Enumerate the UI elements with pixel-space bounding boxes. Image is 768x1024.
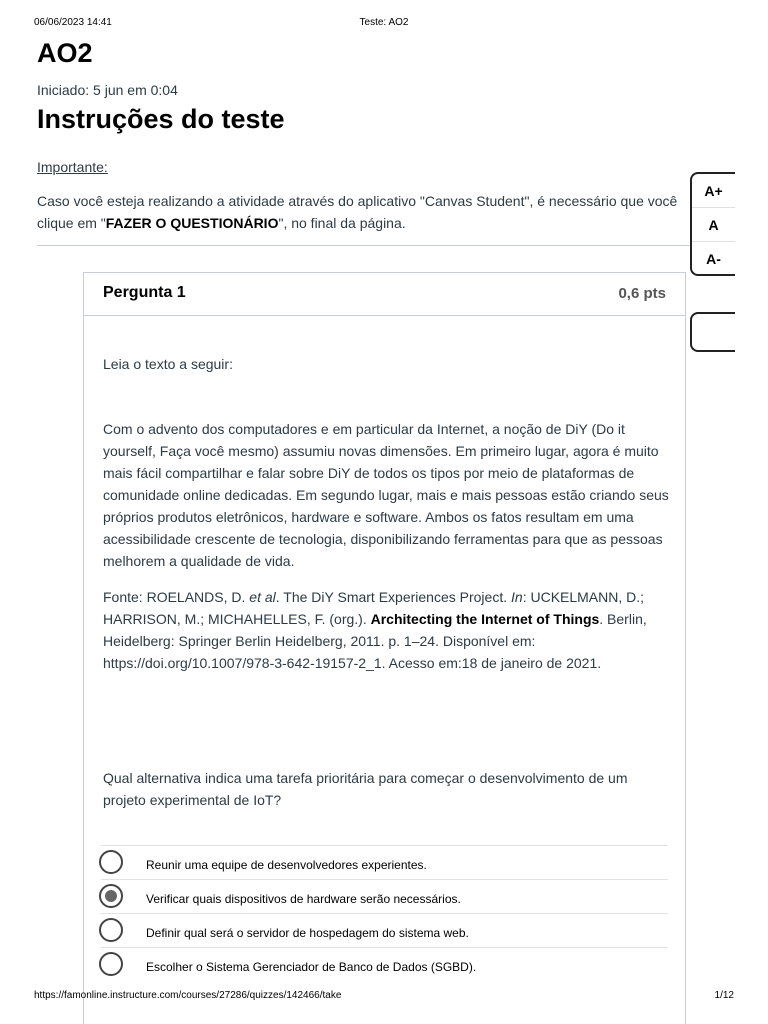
answer-option[interactable] — [101, 913, 668, 947]
quiz-title: AO2 — [37, 38, 93, 68]
print-header — [34, 17, 734, 31]
question-card — [83, 272, 686, 1024]
source-part2: . The DiY Smart Experiences Project. — [275, 589, 511, 605]
answer-radio-selected[interactable] — [99, 884, 123, 908]
instructions-heading: Instruções do teste — [37, 104, 285, 134]
instructions-bold: FAZER O QUESTIONÁRIO — [105, 215, 279, 231]
print-url: https://famonline.instructure.com/courses/27286/quizzes/142466/take — [34, 990, 342, 1001]
answer-label: Verificar quais dispositivos de hardware serão necessários. — [146, 892, 461, 906]
font-size-panel — [690, 172, 735, 276]
answer-label: Reunir uma equipe de desenvolvedores experientes. — [146, 858, 427, 872]
font-reset-button[interactable]: A — [692, 208, 735, 242]
answer-radio[interactable] — [99, 918, 123, 942]
started-time: Iniciado: 5 jun em 0:04 — [37, 82, 178, 98]
source-part3: : UCKELMANN, D.; HARRISON, M.; MICHAHELLES, F. (org.). — [103, 589, 645, 627]
instructions-pre: Caso você esteja realizando a atividade através do aplicativo "Canvas Student", é necessário que você clique em " — [37, 193, 678, 231]
question-prompt: Qual alternativa indica uma tarefa prioritária para começar o desenvolvimento de um projeto experimental de IoT? — [103, 770, 628, 808]
source-part1: Fonte: ROELANDS, D. — [103, 589, 250, 605]
side-tab-button[interactable] — [690, 312, 735, 352]
question-intro: Leia o texto a seguir: — [103, 356, 233, 372]
source-etal: et al — [249, 589, 276, 605]
answer-option[interactable] — [101, 879, 668, 913]
instructions-text — [37, 190, 697, 236]
question-header — [84, 273, 685, 316]
font-increase-button[interactable]: A+ — [692, 174, 735, 208]
answer-label: Definir qual será o servidor de hospedagem do sistema web. — [146, 926, 469, 940]
print-title: Teste: AO2 — [359, 17, 409, 28]
answer-radio[interactable] — [99, 850, 123, 874]
font-decrease-button[interactable]: A- — [706, 251, 721, 267]
answer-option[interactable] — [101, 845, 668, 879]
source-part4: . Berlin, Heidelberg: Springer Berlin Heidelberg, 2011. p. 1–24. Disponível em: https://doi.org/10.1007/978-3-642-19157-2_1. Acesso em:18 de janeiro de 2021. — [103, 611, 647, 671]
answer-option[interactable] — [101, 947, 668, 981]
answer-list — [101, 845, 668, 981]
divider — [37, 245, 697, 246]
source-book: Architecting the Internet of Things — [370, 611, 600, 627]
print-page-number: 1/12 — [714, 990, 734, 1001]
print-date: 06/06/2023 14:41 — [34, 17, 112, 28]
question-source — [103, 586, 669, 674]
question-title: Pergunta 1 — [103, 284, 186, 301]
important-label: Importante: — [37, 159, 108, 175]
instructions-post: ", no final da página. — [278, 215, 406, 231]
answer-label: Escolher o Sistema Gerenciador de Banco de Dados (SGBD). — [146, 960, 477, 974]
source-in: In — [511, 589, 523, 605]
question-points: 0,6 pts — [618, 285, 666, 302]
print-footer — [34, 990, 734, 1004]
question-text: Com o advento dos computadores e em particular da Internet, a noção de DiY (Do it yourself, Faça você mesmo) assumiu novas dimensões. Em primeiro lugar, agora é muito mais fácil compartilhar e falar sobre DiY de todos os tipos por meio de plataformas de comunidade online dedicadas. Em segundo lugar, mais e mais pessoas estão criando seus próprios produtos eletrônicos, hardware e software. Ambos os fatos resultam em uma acessibilidade crescente de tecnologia, disponibilizando ferramentas para que as pessoas melhorem a qualidade de vida. — [103, 421, 669, 569]
answer-radio[interactable] — [99, 952, 123, 976]
